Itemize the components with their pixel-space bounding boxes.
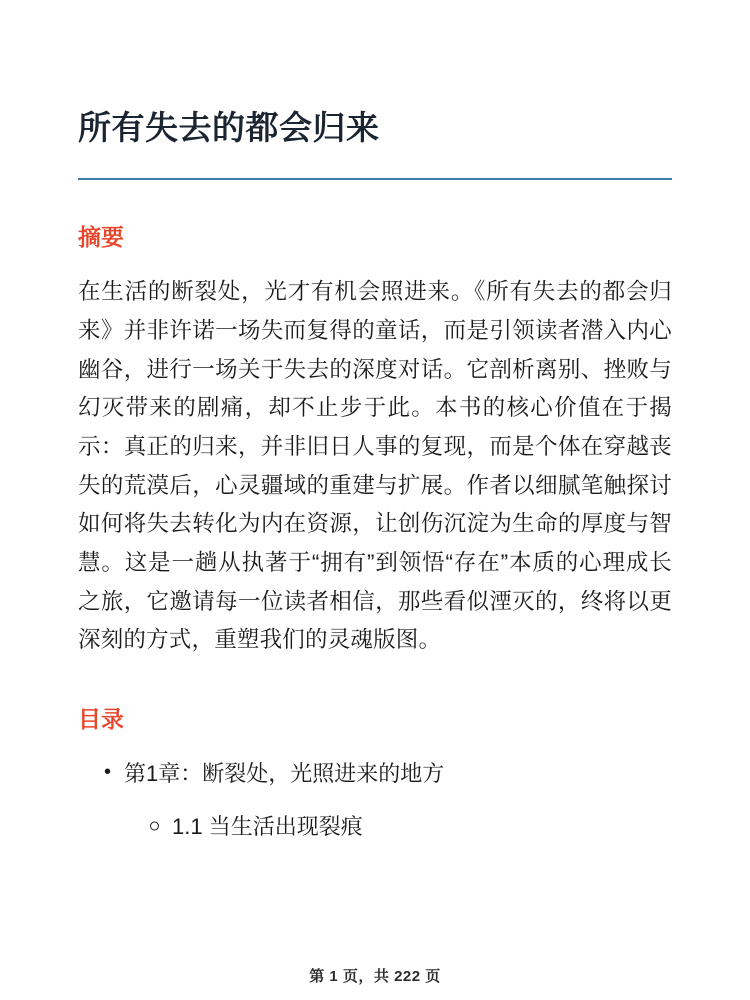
- title-divider: [78, 178, 672, 180]
- toc-item-label: 第1章：断裂处，光照进来的地方: [124, 760, 445, 786]
- page-footer: 第 1 页，共 222 页: [309, 968, 441, 985]
- abstract-text: 在生活的断裂处，光才有机会照进来。《所有失去的都会归来》并非许诺一场失而复得的童话，而是引领读者潜入内心幽谷，进行一场关于失去的深度对话。它剖析离别、挫败与幻灭带来的剧痛，却不止步于此。本书的核心价值在于揭示：真正的归来，并非旧日人事的复现，而是个体在穿越丧失的荒漠后，心灵疆域的重建与扩展。作者以细腻笔触探讨如何将失去转化为内在资源，让创伤沉淀为生命的厚度与智慧。这是一趟从执著于“拥有”到领悟“存在”本质的心理成长之旅，它邀请每一位读者相信，那些看似湮灭的，终将以更深刻的方式，重塑我们的灵魂版图。: [78, 279, 672, 653]
- toc-item-label: 1.1 当生活出现裂痕: [172, 813, 363, 839]
- hollow-bullet-icon: [150, 822, 159, 831]
- bullet-icon: •: [104, 760, 112, 783]
- table-of-contents: [78, 756, 672, 844]
- toc-item-section-1-1[interactable]: [78, 809, 672, 844]
- page-title: 所有失去的都会归来: [78, 109, 380, 146]
- abstract-heading: 摘要: [78, 223, 124, 250]
- toc-heading: 目录: [78, 706, 124, 733]
- toc-item-chapter-1[interactable]: [78, 756, 672, 791]
